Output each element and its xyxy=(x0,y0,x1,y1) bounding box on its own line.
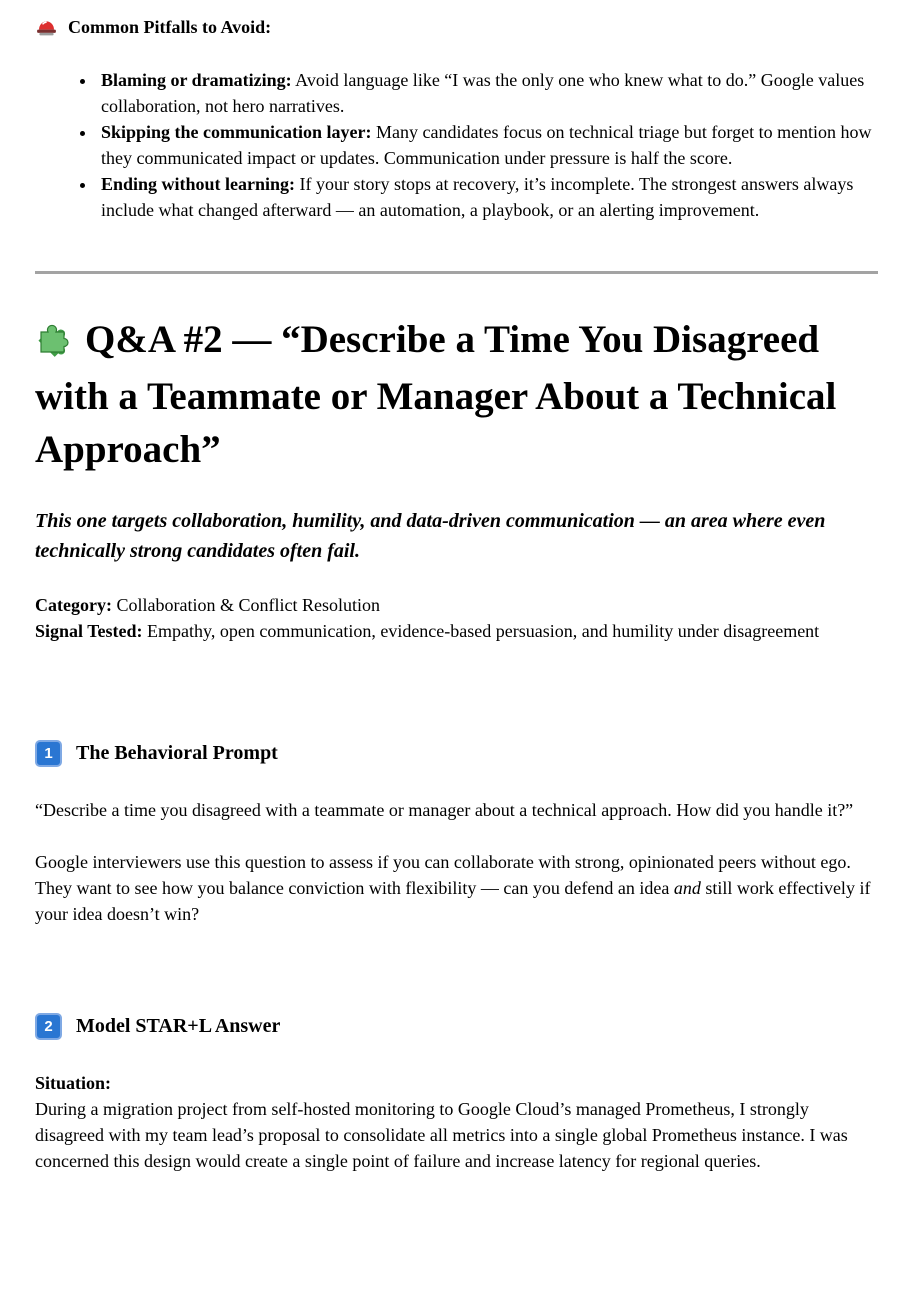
pitfall-item-text: Many candidates focus on technical triage but forget to mention how they communicated impact or updates. Communication under pressure is half the score. xyxy=(101,122,872,168)
qa2-meta xyxy=(35,592,878,644)
situation-label: Situation: xyxy=(35,1072,112,1093)
pitfalls-list xyxy=(35,67,878,223)
pitfall-item-lead: Ending without learning: xyxy=(101,174,296,194)
pitfalls-heading xyxy=(35,16,878,39)
pitfall-item-text: If your story stops at recovery, it’s incomplete. The strongest answers always include what changed afterward — an automation, a playbook, or an alerting improvement. xyxy=(101,174,854,220)
signal-label: Signal Tested: xyxy=(35,620,143,641)
behavioral-prompt-quote: “Describe a time you disagreed with a teammate or manager about a technical approach. How did you handle it?” xyxy=(35,799,854,820)
keycap-2-icon: 2 xyxy=(35,1013,62,1040)
pitfall-item xyxy=(97,119,878,171)
pitfall-item-lead: Blaming or dramatizing: xyxy=(101,70,292,90)
pitfalls-heading-text: Common Pitfalls to Avoid: xyxy=(68,17,272,37)
puzzle-icon xyxy=(35,319,73,371)
category-label: Category: xyxy=(35,594,112,615)
qa2-title-text: Q&A #2 — “Describe a Time You Disagreed with a Teammate or Manager About a Technical Approach” xyxy=(35,318,837,471)
analysis-emphasis: and xyxy=(673,877,701,898)
analysis-text: still work effectively if your idea doesn’t win? xyxy=(35,877,871,924)
pitfall-item xyxy=(97,171,878,223)
section-2-heading xyxy=(35,1013,878,1040)
keycap-1-icon: 1 xyxy=(35,740,62,767)
situation-block xyxy=(35,1070,878,1174)
pitfall-item xyxy=(97,67,878,119)
pitfall-item-lead: Skipping the communication layer: xyxy=(101,122,372,142)
behavioral-prompt-analysis xyxy=(35,849,878,927)
category-value: Collaboration & Conflict Resolution xyxy=(111,594,380,615)
section-divider xyxy=(35,271,878,274)
signal-line xyxy=(35,618,878,644)
section-1-heading xyxy=(35,740,878,767)
analysis-text: Google interviewers use this question to assess if you can collaborate with strong, opinionated peers without ego. They want to see how you balance conviction with flexibility — can you defend an idea xyxy=(35,851,851,898)
situation-text: During a migration project from self-hosted monitoring to Google Cloud’s managed Prometheus, I strongly disagreed with my team lead’s proposal to consolidate all metrics into a single global Prometheus instance. I was concerned this design would create a single point of failure and increase latency for regional queries. xyxy=(35,1098,848,1171)
qa2-title xyxy=(35,314,878,476)
signal-value: Empathy, open communication, evidence-based persuasion, and humility under disagreement xyxy=(142,620,820,641)
section-1-title: The Behavioral Prompt xyxy=(76,741,278,764)
pitfall-item-text: Avoid language like “I was the only one who knew what to do.” Google values collaboration, not hero narratives. xyxy=(101,70,865,116)
section-2-title: Model STAR+L Answer xyxy=(76,1014,281,1037)
siren-icon xyxy=(35,16,58,39)
qa2-subtitle: This one targets collaboration, humility, and data-driven communication — an area where even technically strong candidates often fail. xyxy=(35,509,826,562)
category-line xyxy=(35,592,878,618)
